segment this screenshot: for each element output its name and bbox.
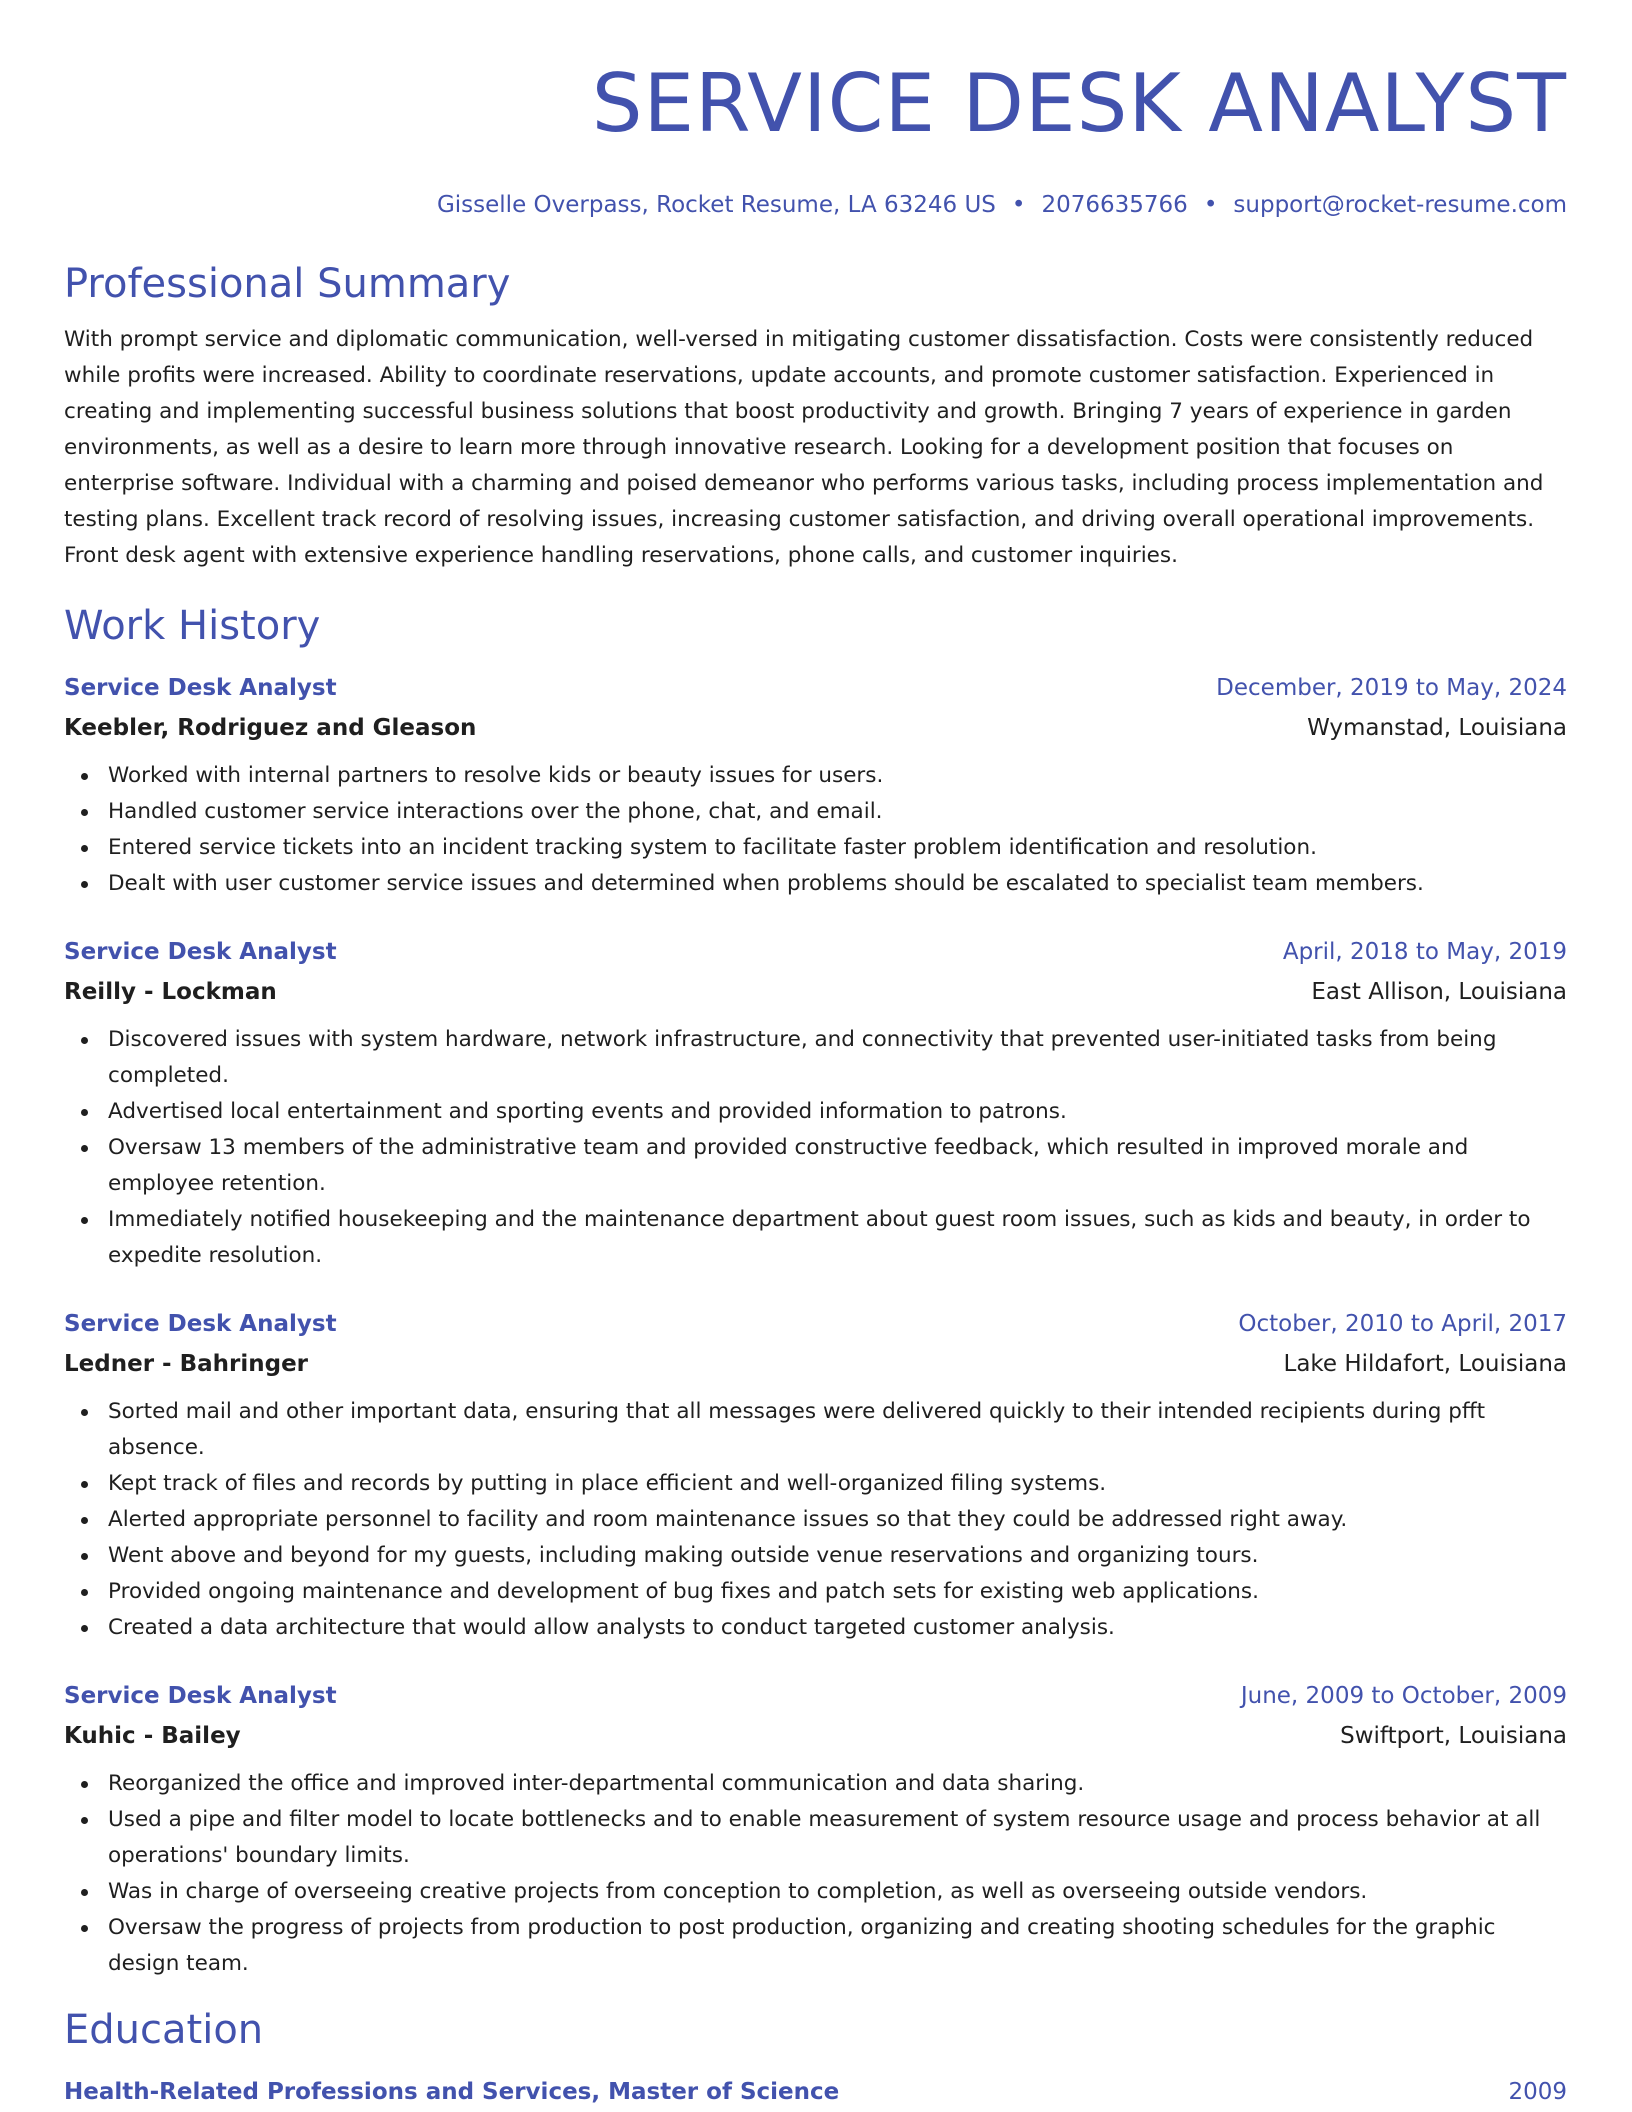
contact-address: Gisselle Overpass, Rocket Resume, LA 63246 US [436,192,996,218]
job-bullet-text: Handled customer service interactions over the phone, chat, and email. [108,799,883,824]
job-title-row [64,932,1567,972]
education-list [64,2072,1567,2112]
bullet-dot-icon [81,1037,88,1044]
bullet-dot-icon [81,773,88,780]
job-bullet-text: Entered service tickets into an incident tracking system to facilitate faster problem identification and resolution. [108,835,1317,860]
job-company-row [64,708,1567,748]
job-bullet [64,1466,1567,1502]
job-bullet-text: Sorted mail and other important data, ensuring that all messages were delivered quickly to their intended recipients during pfft absence. [108,1399,1486,1460]
job-bullet-list [64,1766,1567,1982]
bullet-dot-icon [81,1217,88,1224]
bullet-dot-icon [81,881,88,888]
job-bullet [64,1538,1567,1574]
job-bullet-list [64,758,1567,902]
job-entry [64,668,1567,902]
job-title-row [64,668,1567,708]
job-bullet [64,1910,1567,1982]
bullet-dot-icon [81,1481,88,1488]
job-bullet-text: Used a pipe and filter model to locate bottlenecks and to enable measurement of system resource usage and process behavior at all operations' boundary limits. [108,1807,1541,1868]
job-company: Ledner - Bahringer [64,1351,309,1377]
job-bullet-text: Reorganized the office and improved inter-departmental communication and data sharing. [108,1771,1085,1796]
job-bullet [64,1502,1567,1538]
job-dates: April, 2018 to May, 2019 [1282,939,1567,965]
job-location: East Allison, Louisiana [1311,979,1567,1005]
job-bullet-text: Provided ongoing maintenance and development of bug fixes and patch sets for existing web applications. [108,1579,1259,1604]
bullet-dot-icon [81,1817,88,1824]
bullet-dot-icon [81,1409,88,1416]
job-dates: June, 2009 to October, 2009 [1240,1683,1567,1709]
job-bullet-text: Discovered issues with system hardware, network infrastructure, and connectivity that prevented user-initiated tasks from being completed. [108,1027,1497,1088]
job-location: Swiftport, Louisiana [1340,1723,1567,1749]
job-bullet [64,1610,1567,1646]
job-title: Service Desk Analyst [64,1683,337,1709]
work-history-heading: Work History [64,603,321,649]
job-bullet [64,1574,1567,1610]
contact-separator: • [1011,192,1026,218]
job-bullet [64,1766,1567,1802]
job-title: Service Desk Analyst [64,675,337,701]
summary-text: With prompt service and diplomatic communication, well-versed in mitigating customer dissatisfaction. Costs were consistently reduced while profits were increased. Ability to coordinate reservations, update accounts, and promote customer satisfaction. Experienced in creating and implementing successful business solutions that boost productivity and growth. Bringing 7 years of experience in garden environments, as well as a desire to learn more through innovative research. Looking for a development position that focuses on enterprise software. Individual with a charming and poised demeanor who performs various tasks, including process implementation and testing plans. Excellent track record of resolving issues, increasing customer satisfaction, and driving overall operational improvements. Front desk agent with extensive experience handling reservations, phone calls, and customer inquiries. [64,327,1544,568]
job-company-row [64,1344,1567,1384]
contact-separator: • [1203,192,1218,218]
work-history-list [64,668,1567,1982]
job-title-row [64,1676,1567,1716]
bullet-dot-icon [81,1625,88,1632]
job-bullet [64,1130,1567,1202]
job-bullet-text: Was in charge of overseeing creative projects from conception to completion, as well as overseeing outside vendors. [108,1879,1368,1904]
job-company: Reilly - Lockman [64,979,277,1005]
job-bullet [64,866,1567,902]
job-dates: December, 2019 to May, 2024 [1216,675,1567,701]
job-bullet-list [64,1022,1567,1274]
job-bullet-list [64,1394,1567,1646]
job-bullet-text: Advertised local entertainment and sporting events and provided information to patrons. [108,1099,1067,1124]
job-company: Keebler, Rodriguez and Gleason [64,715,477,741]
bullet-dot-icon [81,1109,88,1116]
job-dates: October, 2010 to April, 2017 [1238,1311,1567,1337]
resume-page [64,0,1567,2112]
contact-line [64,190,1567,220]
job-bullet-text: Kept track of files and records by putting in place efficient and well-organized filing systems. [108,1471,1107,1496]
job-bullet [64,758,1567,794]
job-bullet-text: Dealt with user customer service issues and determined when problems should be escalated to specialist team members. [108,871,1424,896]
job-location: Wymanstad, Louisiana [1307,715,1567,741]
job-bullet [64,1022,1567,1094]
job-bullet-text: Oversaw 13 members of the administrative team and provided constructive feedback, which resulted in improved morale and employee retention. [108,1135,1469,1196]
job-bullet-text: Immediately notified housekeeping and the maintenance department about guest room issues, such as kids and beauty, in order to expedite resolution. [108,1207,1531,1268]
bullet-dot-icon [81,1553,88,1560]
job-bullet [64,830,1567,866]
job-entry [64,1676,1567,1982]
job-bullet-text: Went above and beyond for my guests, including making outside venue reservations and organizing tours. [108,1543,1259,1568]
bullet-dot-icon [81,845,88,852]
bullet-dot-icon [81,1145,88,1152]
bullet-dot-icon [81,1517,88,1524]
job-bullet [64,1094,1567,1130]
contact-phone: 2076635766 [1041,192,1188,218]
education-entry [64,2072,1567,2112]
job-location: Lake Hildafort, Louisiana [1283,1351,1567,1377]
job-bullet [64,1394,1567,1466]
bullet-dot-icon [81,1889,88,1896]
job-title: Service Desk Analyst [64,939,337,965]
bullet-dot-icon [81,1781,88,1788]
job-bullet [64,1874,1567,1910]
job-title-row [64,1304,1567,1344]
education-degree: Health-Related Professions and Services, Master of Science [64,2079,840,2105]
contact-email: support@rocket-resume.com [1233,192,1567,218]
education-year: 2009 [1508,2079,1567,2105]
summary-heading: Professional Summary [64,261,511,307]
job-bullet [64,1202,1567,1274]
bullet-dot-icon [81,1589,88,1596]
job-bullet-text: Created a data architecture that would allow analysts to conduct targeted customer analysis. [108,1615,1115,1640]
job-company-row [64,972,1567,1012]
job-company-row [64,1716,1567,1756]
job-bullet [64,1802,1567,1874]
job-company: Kuhic - Bailey [64,1723,241,1749]
job-entry [64,1304,1567,1646]
job-bullet-text: Alerted appropriate personnel to facility and room maintenance issues so that they could be addressed right away. [108,1507,1348,1532]
job-bullet-text: Worked with internal partners to resolve kids or beauty issues for users. [108,763,884,788]
bullet-dot-icon [81,809,88,816]
education-heading: Education [64,2007,264,2053]
page-title: SERVICE DESK ANALYST [591,57,1567,150]
job-bullet-text: Oversaw the progress of projects from production to post production, organizing and creating shooting schedules for the graphic design team. [108,1915,1496,1976]
job-title: Service Desk Analyst [64,1311,337,1337]
job-entry [64,932,1567,1274]
job-bullet [64,794,1567,830]
bullet-dot-icon [81,1925,88,1932]
